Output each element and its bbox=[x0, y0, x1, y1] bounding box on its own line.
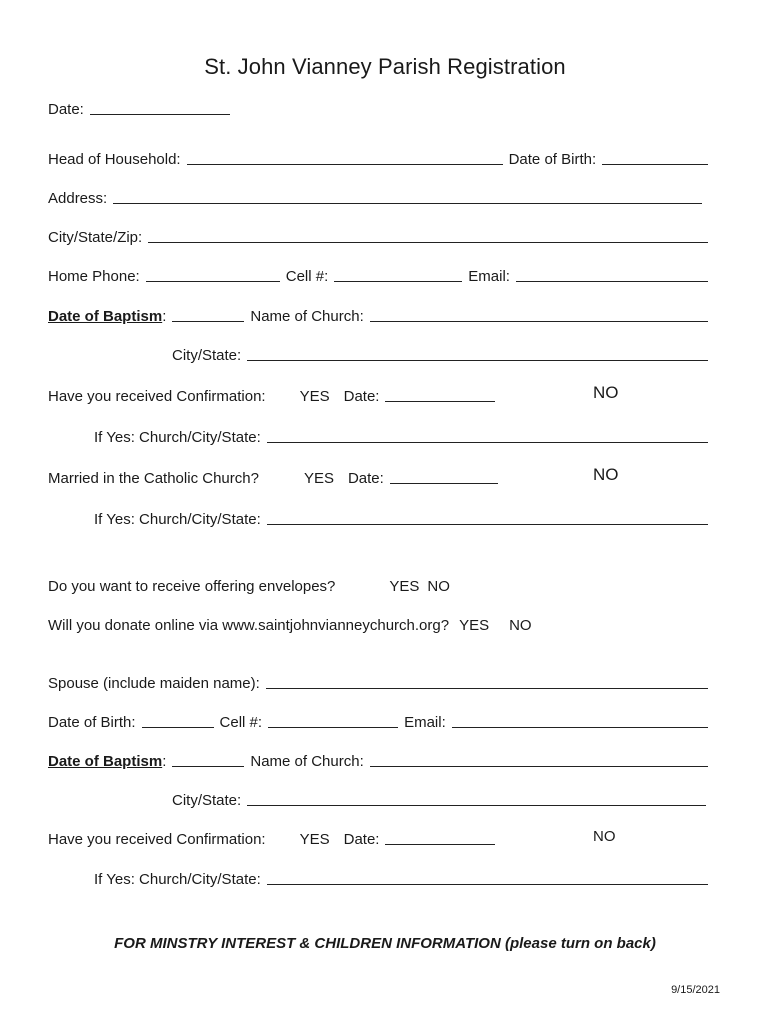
spouse-confirmation-church-field[interactable] bbox=[267, 868, 708, 885]
address-row bbox=[48, 185, 708, 207]
date-of-birth-field[interactable] bbox=[602, 148, 708, 165]
married-question: Married in the Catholic Church? bbox=[48, 470, 259, 487]
cell-field[interactable] bbox=[334, 265, 462, 282]
form-title: St. John Vianney Parish Registration bbox=[204, 54, 566, 79]
spouse-confirmation-if-yes-row bbox=[94, 866, 714, 888]
confirmation-no-option[interactable]: NO bbox=[593, 383, 619, 402]
spouse-email-label: Email: bbox=[404, 714, 446, 731]
spouse-baptism-row bbox=[48, 748, 714, 770]
online-no-option[interactable]: NO bbox=[509, 617, 532, 634]
spouse-field[interactable] bbox=[266, 672, 708, 689]
city-state-zip-field[interactable] bbox=[148, 226, 708, 243]
online-donation-row bbox=[48, 612, 714, 634]
spouse-contact-row bbox=[48, 709, 714, 731]
confirmation-if-yes-row bbox=[94, 424, 714, 446]
if-yes-label: If Yes: Church/City/State: bbox=[94, 429, 261, 446]
baptism-row bbox=[48, 303, 714, 325]
form-version-date: 9/15/2021 bbox=[671, 984, 720, 996]
if-yes-label: If Yes: Church/City/State: bbox=[94, 511, 261, 528]
married-if-yes-row bbox=[94, 506, 714, 528]
date-of-baptism-field[interactable] bbox=[172, 305, 244, 322]
married-yes-option[interactable]: YES bbox=[303, 470, 334, 487]
home-phone-field[interactable] bbox=[146, 265, 280, 282]
married-row bbox=[48, 465, 530, 487]
spouse-cell-label: Cell #: bbox=[219, 714, 263, 731]
date-label: Date: bbox=[48, 101, 84, 118]
date-field[interactable] bbox=[90, 98, 230, 115]
email-field[interactable] bbox=[516, 265, 708, 282]
confirmation-date-field[interactable] bbox=[385, 385, 495, 402]
date-row bbox=[48, 96, 714, 118]
spouse-name-of-church-field[interactable] bbox=[370, 750, 708, 767]
spouse-date-of-baptism-field[interactable] bbox=[172, 750, 244, 767]
online-yes-option[interactable]: YES bbox=[459, 617, 490, 634]
contact-row bbox=[48, 263, 714, 285]
confirmation-date-label: Date: bbox=[343, 388, 380, 405]
spouse-date-of-baptism-label: Date of Baptism bbox=[48, 753, 163, 770]
confirmation-yes-option[interactable]: YES bbox=[299, 388, 330, 405]
spouse-city-state-field[interactable] bbox=[247, 789, 706, 806]
name-of-church-label: Name of Church: bbox=[250, 308, 364, 325]
if-yes-label: If Yes: Church/City/State: bbox=[94, 871, 261, 888]
footer-note: FOR MINSTRY INTEREST & CHILDREN INFORMATION (please turn on back) bbox=[114, 935, 656, 952]
confirmation-row bbox=[48, 383, 530, 405]
baptism-city-state-row bbox=[172, 342, 714, 364]
cell-label: Cell #: bbox=[285, 268, 329, 285]
colon: : bbox=[162, 753, 167, 770]
name-of-church-field[interactable] bbox=[370, 305, 708, 322]
colon: : bbox=[162, 308, 167, 325]
address-field[interactable] bbox=[113, 187, 702, 204]
head-of-household-row bbox=[48, 146, 714, 168]
confirmation-question: Have you received Confirmation: bbox=[48, 388, 266, 405]
city-state-zip-row bbox=[48, 224, 714, 246]
spouse-confirmation-row bbox=[48, 826, 530, 848]
envelopes-yes-option[interactable]: YES bbox=[389, 578, 420, 595]
spouse-date-of-birth-label: Date of Birth: bbox=[48, 714, 136, 731]
confirmation-church-field[interactable] bbox=[267, 426, 708, 443]
spouse-confirmation-yes-option[interactable]: YES bbox=[299, 831, 330, 848]
spouse-confirmation-date-field[interactable] bbox=[385, 828, 495, 845]
envelopes-no-option[interactable]: NO bbox=[427, 578, 450, 595]
envelopes-row bbox=[48, 573, 714, 595]
address-label: Address: bbox=[48, 190, 108, 207]
spouse-confirmation-question: Have you received Confirmation: bbox=[48, 831, 266, 848]
married-no-option[interactable]: NO bbox=[593, 465, 619, 484]
city-state-zip-label: City/State/Zip: bbox=[48, 229, 143, 246]
email-label: Email: bbox=[468, 268, 510, 285]
baptism-city-state-field[interactable] bbox=[247, 344, 708, 361]
spouse-cell-field[interactable] bbox=[268, 711, 398, 728]
envelopes-question: Do you want to receive offering envelopes? bbox=[48, 578, 336, 595]
home-phone-label: Home Phone: bbox=[48, 268, 140, 285]
married-date-label: Date: bbox=[347, 470, 384, 487]
city-state-label: City/State: bbox=[172, 347, 242, 364]
spouse-date-of-birth-field[interactable] bbox=[142, 711, 214, 728]
spouse-name-of-church-label: Name of Church: bbox=[250, 753, 364, 770]
married-date-field[interactable] bbox=[390, 467, 498, 484]
spouse-email-field[interactable] bbox=[452, 711, 708, 728]
date-of-baptism-label: Date of Baptism bbox=[48, 308, 163, 325]
spouse-city-state-label: City/State: bbox=[172, 792, 242, 809]
date-of-birth-label: Date of Birth: bbox=[508, 151, 597, 168]
online-donation-question: Will you donate online via www.saintjohnvianneychurch.org? bbox=[48, 617, 450, 634]
head-of-household-label: Head of Household: bbox=[48, 151, 181, 168]
spouse-confirmation-date-label: Date: bbox=[343, 831, 380, 848]
spouse-label: Spouse (include maiden name): bbox=[48, 675, 260, 692]
head-of-household-field[interactable] bbox=[187, 148, 503, 165]
spouse-city-state-row bbox=[172, 787, 712, 809]
married-church-field[interactable] bbox=[267, 508, 708, 525]
spouse-row bbox=[48, 670, 714, 692]
spouse-confirmation-no-option[interactable]: NO bbox=[593, 828, 616, 845]
